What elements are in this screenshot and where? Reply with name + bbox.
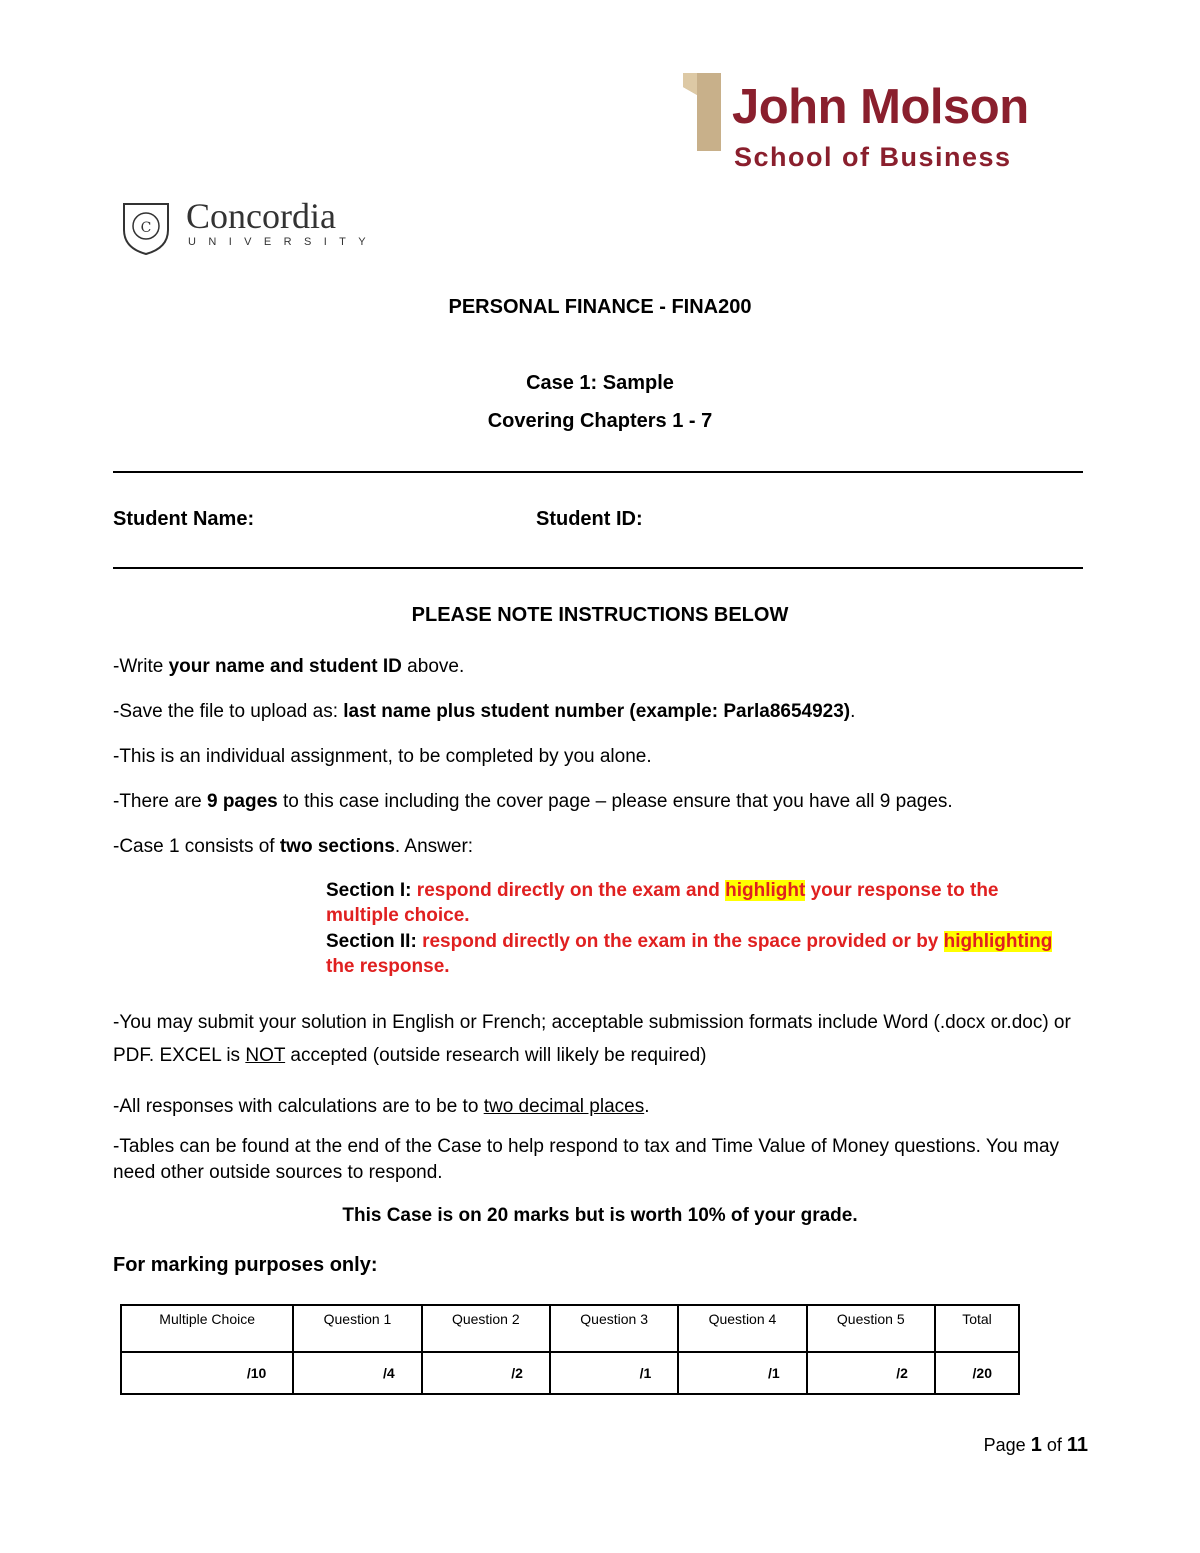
- divider-top: [113, 471, 1083, 473]
- case-title: Case 1: Sample: [526, 372, 674, 394]
- svg-text:C: C: [140, 220, 152, 236]
- instruction-tables: -Tables can be found at the end of the Case to help respond to tax and Time Value of Money questions. You may need other outside sources to respond.: [113, 1136, 1060, 1183]
- marks-header-cell: Question 5: [807, 1305, 935, 1352]
- instruction-save-file: -Save the file to upload as: last name plus student number (example: Parla8654923).: [113, 701, 856, 722]
- marks-header-cell: Question 1: [293, 1305, 421, 1352]
- grade-worth-note: This Case is on 20 marks but is worth 10% of your grade.: [342, 1205, 858, 1226]
- marks-header-cell: Question 2: [422, 1305, 550, 1352]
- concordia-seal-icon: [120, 200, 172, 256]
- course-title: PERSONAL FINANCE - FINA200: [448, 296, 752, 318]
- concordia-logo-name: Concordia: [186, 196, 336, 236]
- jmsb-logo-title: John Molson: [732, 80, 1029, 134]
- marks-value-cell: /10: [121, 1352, 293, 1394]
- marks-header-cell: Question 3: [550, 1305, 678, 1352]
- student-id-label: Student ID:: [536, 508, 643, 530]
- divider-bottom: [113, 567, 1083, 569]
- marks-value-cell: /20: [935, 1352, 1019, 1394]
- marks-value-cell: /4: [293, 1352, 421, 1394]
- instruction-decimal-places: -All responses with calculations are to be to two decimal places.: [113, 1096, 650, 1117]
- marks-value-cell: /2: [422, 1352, 550, 1394]
- section-one-instruction: Section I: respond directly on the exam and highlight your response to the multiple choice.: [326, 880, 999, 926]
- jmsb-logo-mark-icon: [683, 73, 721, 151]
- marks-value-cell: /1: [550, 1352, 678, 1394]
- instruction-submit-format: -You may submit your solution in English or French; acceptable submission formats include Word (.docx or.doc) or PDF. EXCEL is NOT accepted (outside research will likely be required): [113, 1012, 1071, 1066]
- marks-header-cell: Multiple Choice: [121, 1305, 293, 1352]
- student-name-label: Student Name:: [113, 508, 255, 530]
- page-number: Page 1 of 11: [983, 1434, 1088, 1456]
- concordia-logo-subtitle: UNIVERSITY: [188, 236, 379, 248]
- marking-label: For marking purposes only:: [113, 1254, 378, 1276]
- instruction-write-name: -Write your name and student ID above.: [113, 656, 465, 677]
- marks-value-cell: /2: [807, 1352, 935, 1394]
- jmsb-logo-subtitle: School of Business: [734, 142, 1012, 172]
- chapters-subtitle: Covering Chapters 1 - 7: [487, 410, 713, 432]
- marks-table-header-row: [121, 1305, 1019, 1352]
- instructions-heading: PLEASE NOTE INSTRUCTIONS BELOW: [411, 604, 789, 626]
- section-two-instruction: Section II: respond directly on the exam in the space provided or by highlighting the response.: [326, 931, 1053, 977]
- marks-table: [120, 1304, 1020, 1395]
- marks-header-cell: Question 4: [678, 1305, 806, 1352]
- marks-table-value-row: [121, 1352, 1019, 1394]
- instruction-individual: -This is an individual assignment, to be completed by you alone.: [113, 746, 652, 767]
- instruction-pages: -There are 9 pages to this case including the cover page – please ensure that you have all 9 pages.: [113, 791, 953, 812]
- instruction-sections: -Case 1 consists of two sections. Answer:: [113, 836, 474, 857]
- marks-value-cell: /1: [678, 1352, 806, 1394]
- marks-header-cell: Total: [935, 1305, 1019, 1352]
